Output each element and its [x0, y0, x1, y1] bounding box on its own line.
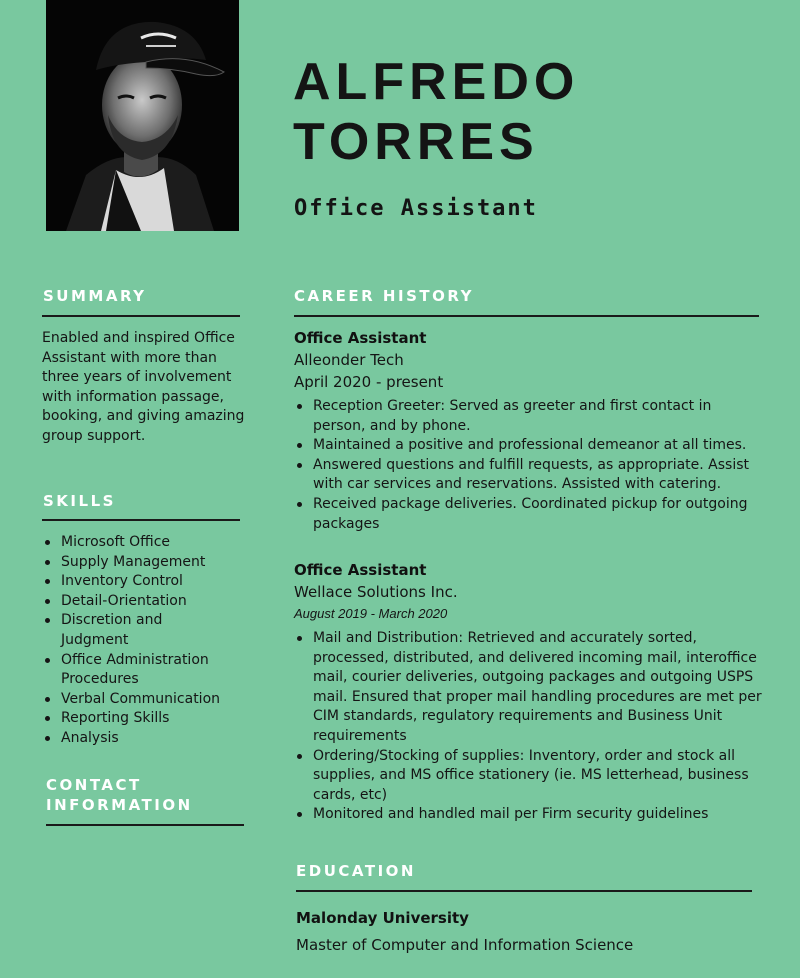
- job-entry: [294, 559, 764, 825]
- list-item: Monitored and handled mail per Firm security guidelines: [294, 805, 764, 825]
- career-divider: [294, 315, 759, 317]
- person-portrait-icon: [46, 0, 239, 231]
- list-item: Detail-Orientation: [42, 592, 247, 612]
- list-item: Microsoft Office: [42, 533, 247, 553]
- contact-divider: [46, 824, 244, 826]
- list-item: Office Administration Procedures: [42, 651, 231, 690]
- career-heading: CAREER HISTORY: [294, 287, 474, 305]
- job-bullets: [294, 629, 764, 825]
- job-company: Alleonder Tech: [294, 351, 404, 369]
- list-item: Ordering/Stocking of supplies: Inventory, order and stock all supplies, and MS office stationery (ie. MS letterhead, business cards, etc): [294, 747, 764, 806]
- job-company: Wellace Solutions Inc.: [294, 583, 458, 601]
- education-degree: Master of Computer and Information Science: [296, 936, 634, 954]
- profile-photo: [46, 0, 239, 231]
- list-item: Inventory Control: [42, 572, 247, 592]
- list-item: Supply Management: [42, 553, 247, 573]
- list-item: Discretion and Judgment: [42, 611, 191, 650]
- list-item: Maintained a positive and professional demeanor at all times.: [294, 436, 764, 456]
- first-name: ALFREDO: [293, 53, 580, 111]
- list-item: Analysis: [42, 729, 247, 749]
- list-item: Verbal Communication: [42, 690, 247, 710]
- contact-heading-line2: INFORMATION: [46, 796, 193, 814]
- contact-heading-line1: CONTACT: [46, 776, 142, 794]
- job-entry: [294, 327, 764, 534]
- summary-text: Enabled and inspired Office Assistant with more than three years of involvement with information passage, booking, and giving amazing group support.: [42, 330, 245, 444]
- education-divider: [296, 890, 752, 892]
- last-name: TORRES: [293, 113, 539, 171]
- summary-divider: [42, 315, 240, 317]
- education-school: Malonday University: [296, 909, 469, 927]
- skills-list: [42, 533, 247, 749]
- skills-divider: [42, 519, 240, 521]
- skills-heading: SKILLS: [43, 492, 116, 510]
- candidate-name: [293, 52, 579, 172]
- list-item: Reporting Skills: [42, 709, 247, 729]
- summary-heading: SUMMARY: [43, 287, 147, 305]
- list-item: Reception Greeter: Served as greeter and first contact in person, and by phone.: [294, 397, 764, 436]
- list-item: Answered questions and fulfill requests, as appropriate. Assist with car services and reservations. Assisted with catering.: [294, 456, 764, 495]
- job-dates: April 2020 - present: [294, 373, 444, 391]
- job-dates: August 2019 - March 2020: [294, 606, 448, 621]
- education-heading: EDUCATION: [296, 862, 416, 880]
- list-item: Received package deliveries. Coordinated pickup for outgoing packages: [294, 495, 764, 534]
- job-title: Office Assistant: [294, 561, 427, 579]
- job-role: Office Assistant: [294, 196, 538, 221]
- education-entry: [296, 907, 633, 956]
- list-item: Mail and Distribution: Retrieved and accurately sorted, processed, distributed, and delivered incoming mail, interoffice mail, courier deliveries, outgoing packages and outgoing USPS mail. Ensured that proper mail handling procedures are met per CIM standards, regulatory requirements and Business Unit requirements: [294, 629, 764, 747]
- job-title: Office Assistant: [294, 329, 427, 347]
- job-bullets: [294, 397, 764, 534]
- contact-heading: [46, 775, 193, 815]
